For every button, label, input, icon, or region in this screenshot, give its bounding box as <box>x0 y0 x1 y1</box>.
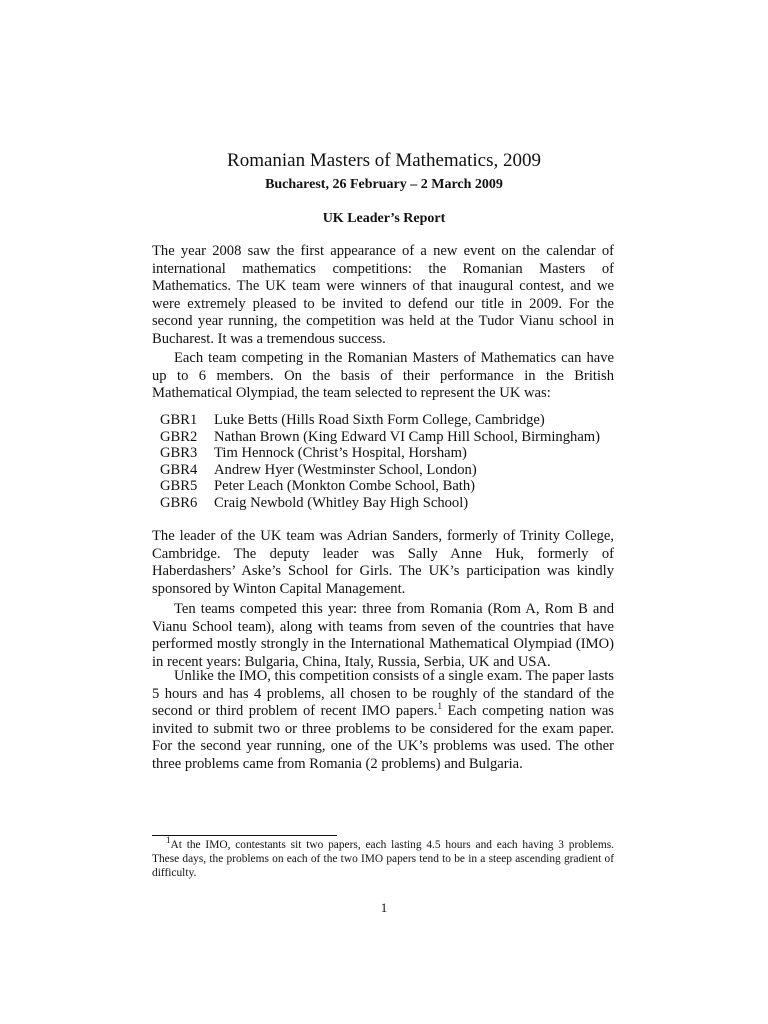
team-roster <box>160 412 630 511</box>
paragraph-text: Each team competing in the Romanian Masters of Mathematics can have up to 6 members. On the basis of their performance in the British Mathematical Olympiad, the team selected to represent the UK was: <box>152 350 614 402</box>
roster-row <box>160 495 630 512</box>
paragraph-text: Ten teams competed this year: three from Romania (Rom A, Rom B and Vianu School team), along with teams from seven of the countries that have performed mostly strongly in the International Mathematical Olympiad (IMO) in recent years: Bulgaria, China, Italy, Russia, Serbia, UK and USA. <box>152 601 614 670</box>
roster-row <box>160 462 630 479</box>
team-member-code: GBR5 <box>160 478 198 494</box>
footnote-text <box>152 835 614 881</box>
team-member-name: Nathan Brown (King Edward VI Camp Hill School, Birmingham) <box>214 428 601 445</box>
roster-row <box>160 445 630 462</box>
roster-row <box>160 429 630 446</box>
team-member-name: Craig Newbold (Whitley Bay High School) <box>214 494 469 511</box>
footnote-marker: 1 <box>437 701 442 712</box>
team-member-code: GBR6 <box>160 494 198 511</box>
team-member-code: GBR4 <box>160 461 198 478</box>
paragraph-intro <box>152 243 614 349</box>
report-heading: UK Leader’s Report <box>322 211 446 226</box>
document-title: Romanian Masters of Mathematics, 2009 <box>227 150 541 171</box>
footnote-body: At the IMO, contestants sit two papers, each lasting 4.5 hours and each having 3 problems. These days, the problems on each of the two IMO papers tend to be in a steep ascending gradient of difficulty. <box>152 839 614 880</box>
team-member-name: Luke Betts (Hills Road Sixth Form College, Cambridge) <box>214 412 545 428</box>
footnote-marker: 1 <box>166 835 171 846</box>
paragraph-text: The year 2008 saw the first appearance of a new event on the calendar of international mathematics competitions: the Romanian Masters of Mathematics. The UK team were winners of that inaugural contest, and we were extremely pleased to be invited to defend our title in 2009. For the second year running, the competition was held at the Tudor Vianu school in Bucharest. It was a tremendous success. <box>152 243 614 347</box>
team-member-code: GBR1 <box>160 412 198 428</box>
footnote <box>152 835 614 881</box>
paragraph-text-part: Unlike the IMO, this competition consists of a single exam. The paper lasts 5 hours and has 4 problems, all chosen to be roughly of the standard of the second or third problem of recent IMO papers. <box>152 668 614 720</box>
paragraph-text-part: Each competing nation was invited to submit two or three problems to be considered for the exam paper. For the second year running, one of the UK’s problems was used. The other three problems came from Romania (2 problems) and Bulgaria. <box>152 703 614 772</box>
team-member-name: Tim Hennock (Christ’s Hospital, Horsham) <box>214 445 467 461</box>
paragraph-teams <box>152 601 614 671</box>
paragraph-text <box>152 668 614 774</box>
team-member-name: Andrew Hyer (Westminster School, London) <box>214 461 477 478</box>
paragraph-format <box>152 668 614 774</box>
roster-row <box>160 412 630 429</box>
team-member-code: GBR3 <box>160 445 198 461</box>
footnote-rule <box>152 835 337 836</box>
roster-row <box>160 478 630 495</box>
document-subtitle: Bucharest, 26 February – 2 March 2009 <box>265 177 503 192</box>
paragraph-team-selection <box>152 350 614 403</box>
paragraph-leaders <box>152 528 614 598</box>
page-number: 1 <box>380 900 388 915</box>
paragraph-text: The leader of the UK team was Adrian Sanders, formerly of Trinity College, Cambridge. The deputy leader was Sally Anne Huk, formerly of Haberdashers’ Aske’s School for Girls. The UK’s participation was kindly sponsored by Winton Capital Management. <box>152 528 614 597</box>
team-member-name: Peter Leach (Monkton Combe School, Bath) <box>214 478 476 494</box>
team-member-code: GBR2 <box>160 428 198 445</box>
